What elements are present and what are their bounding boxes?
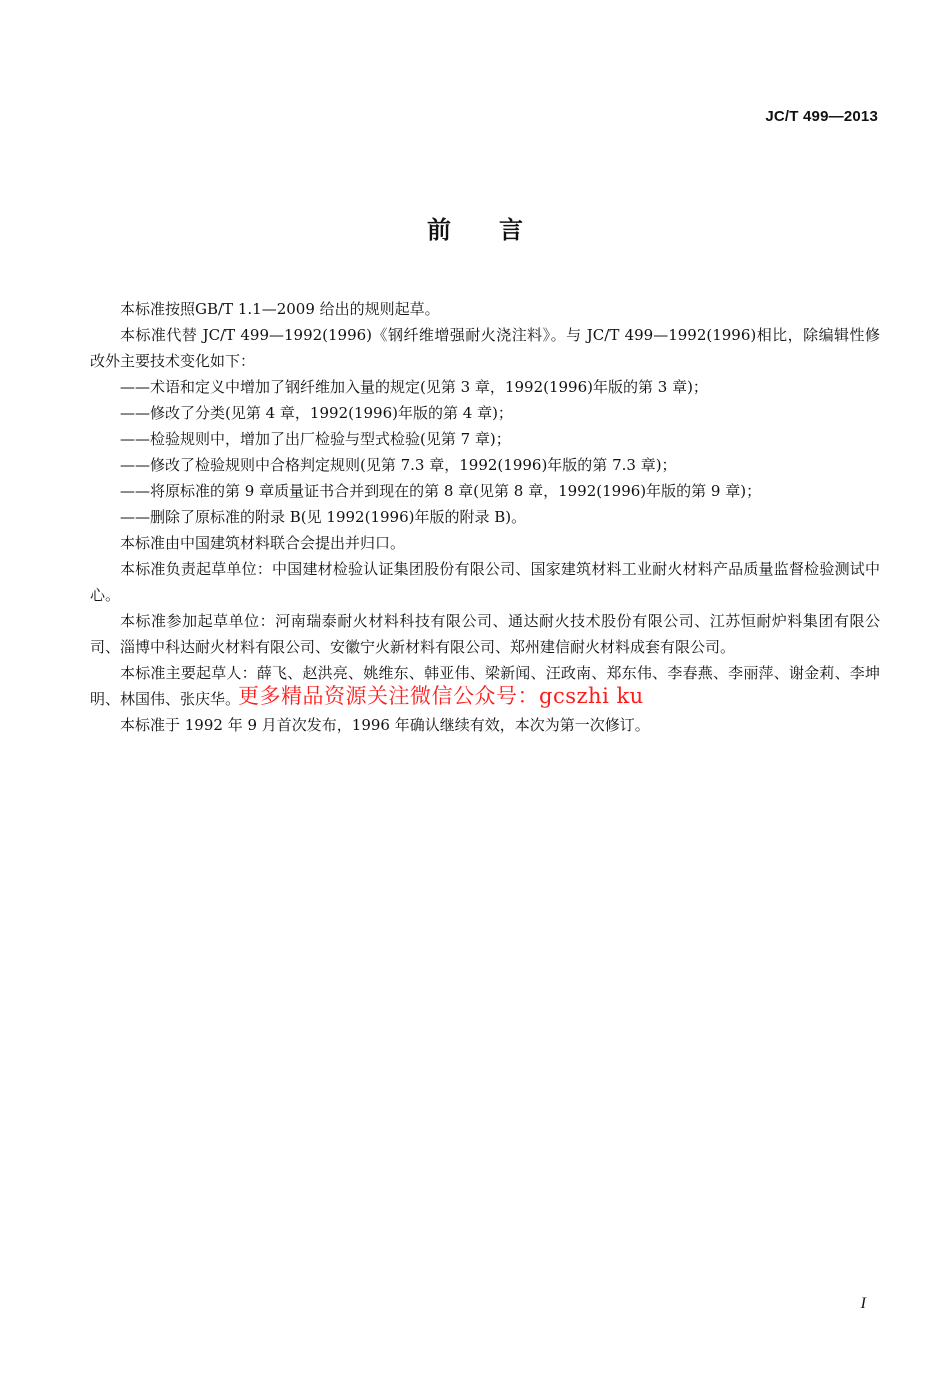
- page-title: [0, 210, 950, 245]
- paragraph-history: 本标准于 1992 年 9 月首次发布，1996 年确认继续有效，本次为第一次修订。: [120, 716, 650, 734]
- paragraph-participants: 本标准参加起草单位：河南瑞泰耐火材料科技有限公司、通达耐火技术股份有限公司、江苏恒耐炉料集团有限公司、淄博中科达耐火材料有限公司、安徽宁火新材料有限公司、郑州建信耐火材料成套有限公司。: [90, 612, 880, 656]
- change-item-inspection: ——检验规则中，增加了出厂检验与型式检验(见第 7 章)；: [120, 430, 511, 448]
- title-char-2: 言: [499, 216, 523, 244]
- paragraph-drafters: 本标准主要起草人：薛飞、赵洪亮、姚维东、韩亚伟、梁新闻、汪政南、郑东伟、李春燕、李丽萍、谢金莉、李坤明、林国伟、张庆华。: [90, 664, 880, 708]
- paragraph-replacement: 本标准代替 JC/T 499—1992(1996)《钢纤维增强耐火浇注料》。与 JC/T 499—1992(1996)相比，除编辑性修改外主要技术变化如下：: [90, 326, 880, 370]
- standard-code: JC/T 499—2013: [765, 108, 878, 125]
- page-number: I: [860, 1295, 866, 1312]
- change-item-judgement: ——修改了检验规则中合格判定规则(见第 7.3 章，1992(1996)年版的第 7.3 章)；: [120, 456, 677, 474]
- change-item-classification: ——修改了分类(见第 4 章，1992(1996)年版的第 4 章)；: [120, 404, 513, 422]
- paragraph-drafting-rules: 本标准按照GB/T 1.1—2009 给出的规则起草。: [120, 300, 440, 318]
- foreword-body: [90, 296, 880, 738]
- watermark-text: 更多精品资源关注微信公众号：gcszhi ku: [238, 684, 644, 708]
- change-item-appendix: ——删除了原标准的附录 B(见 1992(1996)年版的附录 B)。: [120, 508, 527, 526]
- paragraph-lead-drafter: 本标准负责起草单位：中国建材检验认证集团股份有限公司、国家建筑材料工业耐火材料产品质量监督检验测试中心。: [90, 560, 880, 604]
- paragraph-proposer: 本标准由中国建筑材料联合会提出并归口。: [120, 534, 406, 552]
- title-char-1: 前: [427, 216, 451, 244]
- change-item-terms: ——术语和定义中增加了钢纤维加入量的规定(见第 3 章，1992(1996)年版的第 3 章)；: [120, 378, 708, 396]
- change-item-certificate: ——将原标准的第 9 章质量证书合并到现在的第 8 章(见第 8 章，1992(1996)年版的第 9 章)；: [120, 482, 762, 500]
